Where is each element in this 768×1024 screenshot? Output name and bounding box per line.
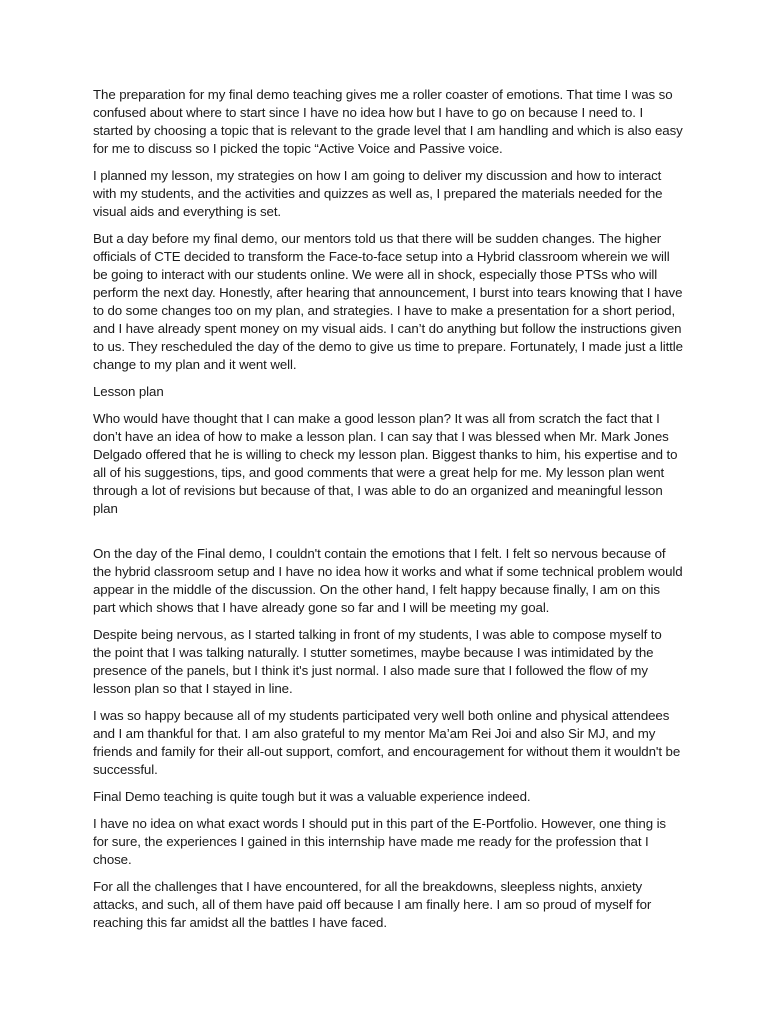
paragraph-thankful: I was so happy because all of my students participated very well both online and physical attendees and I am thankful for that. I am also grateful to my mentor Ma’am Rei Joi and also Sir MJ, and my friends and family for their all-out support, comfort, and encouragement for without them it wouldn't be successful. [93,708,681,777]
section-heading-lesson-plan: Lesson plan [93,384,164,399]
paragraph-sudden-changes: But a day before my final demo, our mentors told us that there will be sudden changes. The higher officials of CTE decided to transform the Face-to-face setup into a Hybrid classroom wherein we will be going to interact with our students online. We were all in shock, especially those PTSs who will perform the next day. Honestly, after hearing that announcement, I burst into tears knowing that I have to do some changes too on my plan, and strategies. I have to make a presentation for a short period, and I have already spent money on my visual aids. I can’t do anything but follow the instructions given to us. They rescheduled the day of the demo to give us time to prepare. Fortunately, I made just a little change to my plan and it went well. [93,231,683,372]
paragraph-intro: The preparation for my final demo teaching gives me a roller coaster of emotions. That time I was so confused about where to start since I have no idea how but I have to go on because I need to. I started by choosing a topic that is relevant to the grade level that I am handling and which is also easy for me to discuss so I picked the topic “Active Voice and Passive voice. [93,87,683,156]
paragraph-lesson-plan: Who would have thought that I can make a good lesson plan? It was all from scratch the fact that I don’t have an idea of how to make a lesson plan. I can say that I was blessed when Mr. Mark Jones Delgado offered that he is willing to check my lesson plan. Biggest thanks to him, his expertise and to all of his suggestions, tips, and good comments that were a great help for me. My lesson plan went through a lot of revisions but because of that, I was able to do an organized and meaningful lesson plan [93,411,678,516]
paragraph-despite-nervous: Despite being nervous, as I started talking in front of my students, I was able to compose myself to the point that I was talking naturally. I stutter sometimes, maybe because I was intimidated by the presence of the panels, but I think it's just normal. I also made sure that I followed the flow of my lesson plan so that I stayed in line. [93,627,662,696]
document-body [93,86,683,941]
paragraph-closing: For all the challenges that I have encountered, for all the breakdowns, sleepless nights, anxiety attacks, and such, all of them have paid off because I am finally here. I am so proud of myself for reaching this far amidst all the battles I have faced. [93,879,652,930]
paragraph-final-demo-day: On the day of the Final demo, I couldn't contain the emotions that I felt. I felt so nervous because of the hybrid classroom setup and I have no idea how it works and what if some technical problem would appear in the middle of the discussion. On the other hand, I felt happy because finally, I am on this part which shows that I have already gone so far and I will be meeting my goal. [93,546,683,615]
paragraph-e-portfolio: I have no idea on what exact words I should put in this part of the E-Portfolio. However, one thing is for sure, the experiences I gained in this internship have made me ready for the profession that I chose. [93,816,666,867]
paragraph-tough-experience: Final Demo teaching is quite tough but it was a valuable experience indeed. [93,789,531,804]
paragraph-planning: I planned my lesson, my strategies on how I am going to deliver my discussion and how to interact with my students, and the activities and quizzes as well as, I prepared the materials needed for the visual aids and everything is set. [93,168,663,219]
